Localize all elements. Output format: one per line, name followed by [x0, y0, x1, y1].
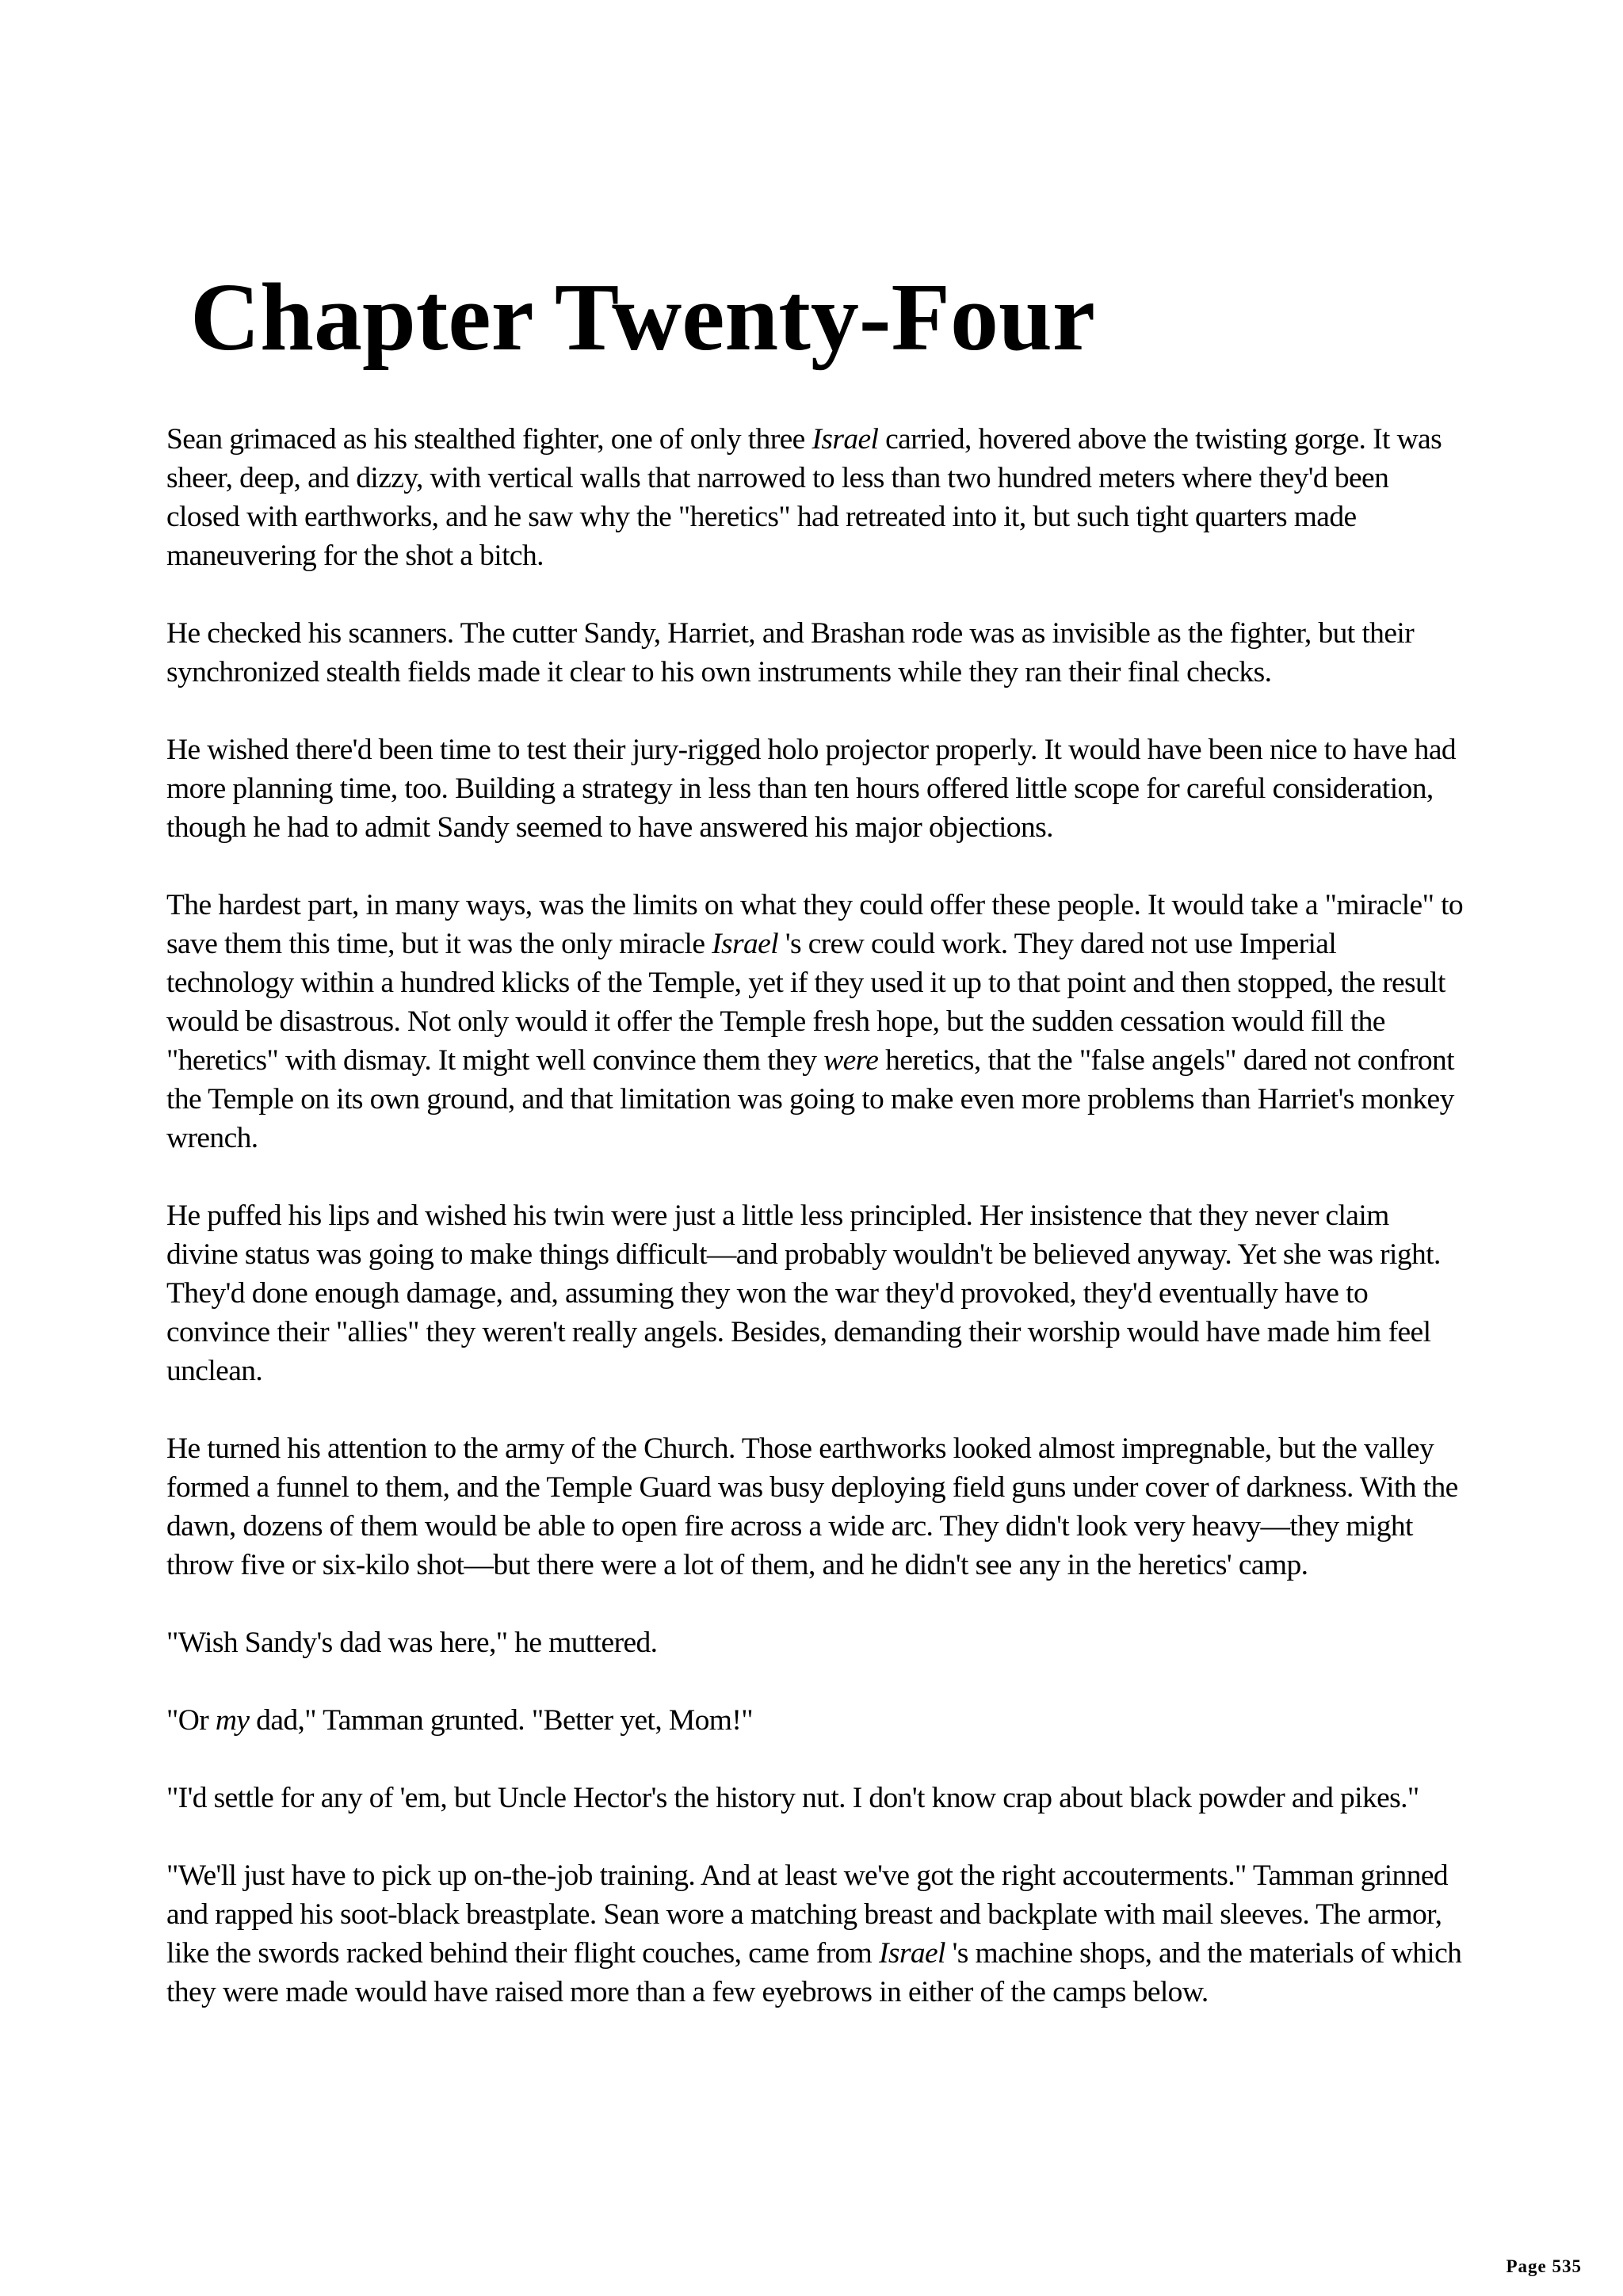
italic-text: Israel: [812, 423, 879, 456]
chapter-title: Chapter Twenty-Four: [190, 264, 1096, 371]
chapter-body: [166, 420, 1466, 2012]
italic-text: were: [823, 1044, 879, 1077]
text-run: "Wish Sandy's dad was here," he muttered.: [166, 1627, 658, 1659]
paragraph: [166, 1856, 1466, 2012]
paragraph: [166, 886, 1466, 1158]
italic-text: Israel: [878, 1937, 945, 1970]
text-run: He wished there'd been time to test their jury-rigged holo projector properly. It would have been nice to have had more planning time, too. Building a strategy in less than ten hours offered little scope for careful consideration, though he had to admit Sandy seemed to have answered his major objections.: [166, 734, 1457, 844]
text-run: He turned his attention to the army of the Church. Those earthworks looked almost impregnable, but the valley formed a funnel to them, and the Temple Guard was busy deploying field guns under cover of darkness. With the dawn, dozens of them would be able to open fire across a wide arc. They didn't look very heavy—they might throw five or six-kilo shot—but there were a lot of them, and he didn't see any in the heretics' camp.: [166, 1432, 1458, 1581]
paragraph: [166, 730, 1466, 847]
italic-text: my: [215, 1704, 250, 1737]
page-number: Page 535: [1506, 2256, 1582, 2276]
paragraph: [166, 420, 1466, 575]
paragraph: [166, 1623, 1466, 1662]
text-run: heretics, that the "false angels" dared not confront the Temple on its own ground, and that limitation was going to make even more problems than Harriet's monkey wrench.: [166, 1044, 1454, 1154]
paragraph: [166, 614, 1466, 692]
paragraph: [166, 1429, 1466, 1585]
text-run: 's machine shops, and the materials of which they were made would have raised more than a few eyebrows in either of the camps below.: [166, 1937, 1462, 2008]
text-run: carried, hovered above the twisting gorge. It was sheer, deep, and dizzy, with vertical walls that narrowed to less than two hundred meters where they'd been closed with earthworks, and he saw why the "heretics" had retreated into it, but such tight quarters made maneuvering for the shot a bitch.: [166, 423, 1442, 572]
text-run: Sean grimaced as his stealthed fighter, one of only three: [166, 423, 812, 456]
paragraph: [166, 1196, 1466, 1390]
text-run: "I'd settle for any of 'em, but Uncle Hector's the history nut. I don't know crap about black powder and pikes.": [166, 1782, 1419, 1814]
text-run: "Or: [166, 1704, 216, 1737]
text-run: He puffed his lips and wished his twin were just a little less principled. Her insistence that they never claim divine status was going to make things difficult—and probably wouldn't be believed anyway. Yet she was right. They'd done enough damage, and, assuming they won the war they'd provoked, they'd eventually have to convince their "allies" they weren't really angels. Besides, demanding their worship would have made him feel unclean.: [166, 1199, 1441, 1387]
paragraph: [166, 1779, 1466, 1817]
paragraph: [166, 1701, 1466, 1740]
text-run: "We'll just have to pick up on-the-job training. And at least we've got the right accouterments." Tamman grinned and rapped his soot-black breastplate. Sean wore a matching breast and backplate with mail sleeves. The armor, like the swords racked behind their flight couches, came from: [166, 1859, 1449, 1970]
text-run: dad," Tamman grunted. "Better yet, Mom!": [249, 1704, 753, 1737]
text-run: The hardest part, in many ways, was the limits on what they could offer these people. It would take a "miracle" to save them this time, but it was the only miracle: [166, 889, 1464, 960]
text-run: He checked his scanners. The cutter Sandy, Harriet, and Brashan rode was as invisible as the fighter, but their synchronized stealth fields made it clear to his own instruments while they ran their final checks.: [166, 617, 1415, 688]
italic-text: Israel: [712, 928, 779, 960]
text-run: 's crew could work. They dared not use Imperial technology within a hundred klicks of the Temple, yet if they used it up to that point and then stopped, the result would be disastrous. Not only would it offer the Temple fresh hope, but the sudden cessation would fill the "heretics" with dismay. It might well convince them they: [166, 928, 1445, 1077]
